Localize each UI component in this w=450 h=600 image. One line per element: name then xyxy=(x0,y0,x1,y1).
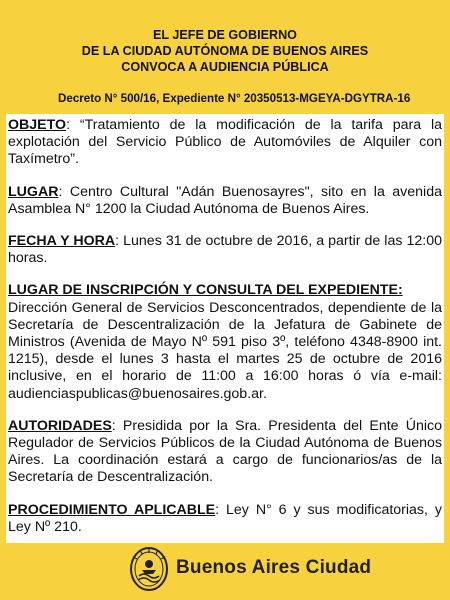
section-text: Centro Cultural "Adán Buenosayres", sito en la avenida Asamblea N° 1200 la Ciudad Autónoma de Buenos Aires. xyxy=(8,183,442,217)
section-label: PROCEDIMIENTO APLICABLE xyxy=(8,501,216,518)
section-text: Dirección General de Servicios Desconcentrados, dependiente de la Secretaría de Descentralización de la Jefatura de Gabinete de Ministros (Avenida de Mayo Nº 591 piso 3º, teléfono 4348-8900 int. 1215), desde el lunes 3 hasta el martes 25 de octubre de 2016 inclusive, en el horario de 11:00 a 16:00 horas ó vía e-mail: audienciaspublicas@buenosaires.gob.ar. xyxy=(8,299,442,402)
section-procedimiento xyxy=(6,502,444,536)
section-label: AUTORIDADES xyxy=(8,417,112,434)
city-shield-logo-icon xyxy=(129,546,169,592)
section-text: “Tratamiento de la modificación de la tarifa para la explotación del Servicio Público de Automóviles de Alquiler con Taxímetro”. xyxy=(8,117,442,168)
section-text: Lunes 31 de octubre de 2016, a partir de las 12:00 horas. xyxy=(8,233,442,267)
header-title-line-3: CONVOCA A AUDIENCIA PÚBLICA xyxy=(121,60,329,74)
section-separator: : xyxy=(111,417,116,434)
brand-name: Buenos Aires Ciudad xyxy=(176,557,372,578)
section-text: Ley N° 6 y sus modificatorias, y Ley Nº 210. xyxy=(8,501,442,535)
section-label: LUGAR xyxy=(8,183,59,200)
section-label: FECHA Y HORA xyxy=(8,233,116,250)
footer xyxy=(0,543,450,600)
section-fecha-hora xyxy=(6,233,444,267)
section-separator: : xyxy=(66,117,71,133)
section-text: Presidida por la Sra. Presidenta del Ente Único Regulador de Servicios Públicos de la Ciudad Autónoma de Buenos Aires. La coordinación estará a cargo de funcionarios/as de la Secretaría de Descentralización. xyxy=(8,417,442,486)
section-separator: : xyxy=(58,183,63,200)
section-autoridades xyxy=(6,418,444,487)
section-inscripcion xyxy=(6,282,444,402)
section-objeto xyxy=(6,117,444,169)
header xyxy=(0,0,450,114)
notice-body xyxy=(6,114,444,543)
section-separator: : xyxy=(215,501,220,518)
section-separator: : xyxy=(115,233,120,250)
header-title-line-1: EL JEFE DE GOBIERNO xyxy=(153,28,297,42)
decree-reference: Decreto N° 500/16, Expediente N° 20350513-MGEYA-DGYTRA-16 xyxy=(58,92,411,105)
section-lugar xyxy=(6,184,444,218)
section-label: OBJETO xyxy=(8,117,67,133)
header-title-line-2: DE LA CIUDAD AUTÓNOMA DE BUENOS AIRES xyxy=(81,44,369,58)
section-label: LUGAR DE INSCRIPCIÓN Y CONSULTA DEL EXPEDIENTE: xyxy=(8,282,403,299)
